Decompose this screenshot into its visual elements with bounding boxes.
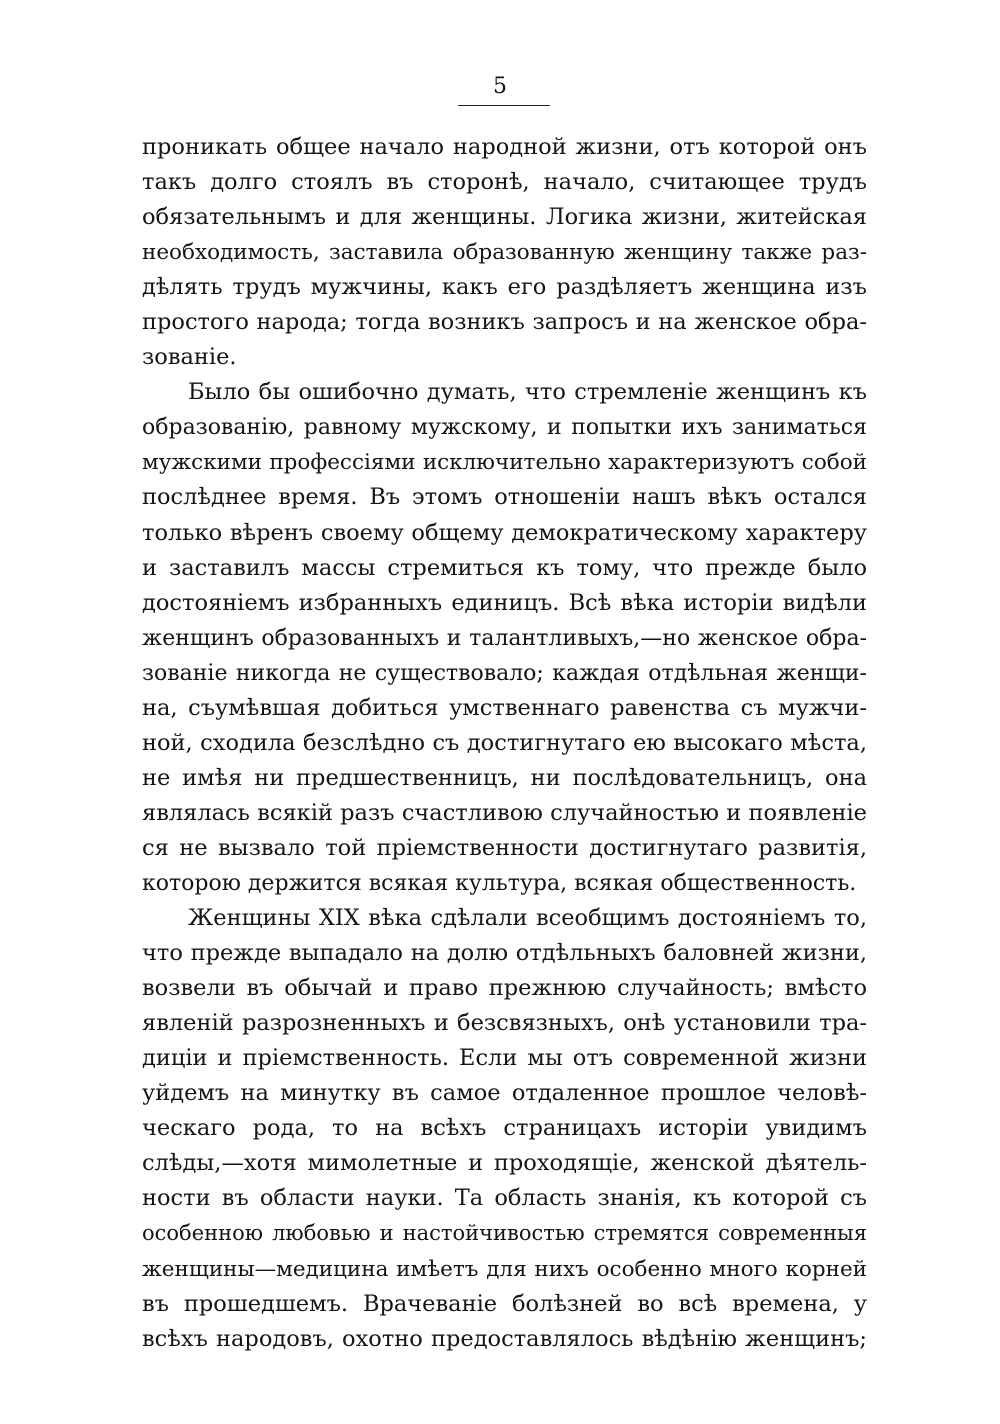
text-line: зованіе никогда не существовало; каждая отдѣльная женщи-: [142, 660, 867, 686]
text-line: ной, сходила безслѣдно съ достигнутаго ею высокаго мѣста,: [142, 729, 867, 756]
text-line: мужскими профессіями исключительно характеризуютъ собой: [142, 450, 867, 476]
text-line: явленій разрозненныхъ и безсвязныхъ, онѣ установили тра-: [142, 1010, 867, 1037]
page-number-rule: [458, 105, 550, 106]
text-line: образованію, равному мужскому, и попытки ихъ заниматься: [142, 415, 867, 441]
text-line: являлась всякій разъ счастливою случайностью и появленіе: [142, 799, 867, 826]
text-line: проникать общее начало народной жизни, отъ которой онъ: [142, 134, 867, 160]
text-line: въ прошедшемъ. Врачеваніе болѣзней во всѣ времена, у: [142, 1290, 867, 1317]
text-line: послѣднее время. Въ этомъ отношеніи нашъ вѣкъ остался: [142, 484, 867, 511]
text-line: что прежде выпадало на долю отдѣльныхъ баловней жизни,: [142, 940, 867, 967]
text-line: необходимость, заставила образованную женщину также раз-: [142, 240, 867, 266]
text-line: которою держится всякая культура, всякая общественность.: [142, 870, 857, 896]
text-line: женщины—медицина имѣетъ для нихъ особенно много корней: [142, 1256, 867, 1282]
text-line: не имѣя ни предшественницъ, ни послѣдовательницъ, она: [142, 764, 867, 791]
body-text: [142, 130, 867, 1357]
text-line: достояніемъ избранныхъ единицъ. Всѣ вѣка исторіи видѣли: [142, 589, 867, 616]
text-line: слѣды,—хотя мимолетные и проходящіе, женской дѣятель-: [142, 1150, 867, 1177]
text-line: и заставилъ массы стремиться къ тому, что прежде было: [142, 554, 867, 581]
text-line: особенною любовью и настойчивостью стремятся современныя: [142, 1221, 867, 1246]
text-line: зованіе.: [142, 344, 237, 371]
text-line: ся не вызвало той пріемственности достигнутаго развитія,: [142, 834, 867, 861]
text-line: Женщины XIX вѣка сдѣлали всеобщимъ достояніемъ то,: [188, 905, 867, 932]
text-line: только вѣренъ своему общему демократическому характеру: [142, 519, 867, 546]
text-line: ческаго рода, то на всѣхъ страницахъ исторіи увидимъ: [142, 1115, 867, 1142]
page-number: 5: [493, 74, 507, 99]
text-line: уйдемъ на минутку въ самое отдаленное прошлое человѣ-: [142, 1080, 867, 1107]
text-line: возвели въ обычай и право прежнюю случайность; вмѣсто: [142, 975, 867, 1002]
text-line: диціи и пріемственность. Если мы отъ современной жизни: [142, 1045, 867, 1072]
text-line: женщинъ образованныхъ и талантливыхъ,—но женское обра-: [142, 625, 867, 651]
text-line: Было бы ошибочно думать, что стремленіе женщинъ къ: [188, 379, 867, 406]
text-line: на, съумѣвшая добиться умственнаго равенства съ мужчи-: [142, 694, 867, 721]
text-line: простого народа; тогда возникъ запросъ и на женское обра-: [142, 309, 867, 336]
text-line: обязательнымъ и для женщины. Логика жизни, житейская: [142, 204, 867, 231]
text-line: дѣлять трудъ мужчины, какъ его раздѣляетъ женщина изъ: [142, 274, 867, 301]
text-line: такъ долго стоялъ въ сторонѣ, начало, считающее трудъ: [142, 169, 867, 196]
text-line: ности въ области науки. Та область знанія, къ которой съ: [142, 1185, 867, 1212]
text-line: всѣхъ народовъ, охотно предоставлялось вѣдѣнію женщинъ;: [142, 1325, 867, 1352]
